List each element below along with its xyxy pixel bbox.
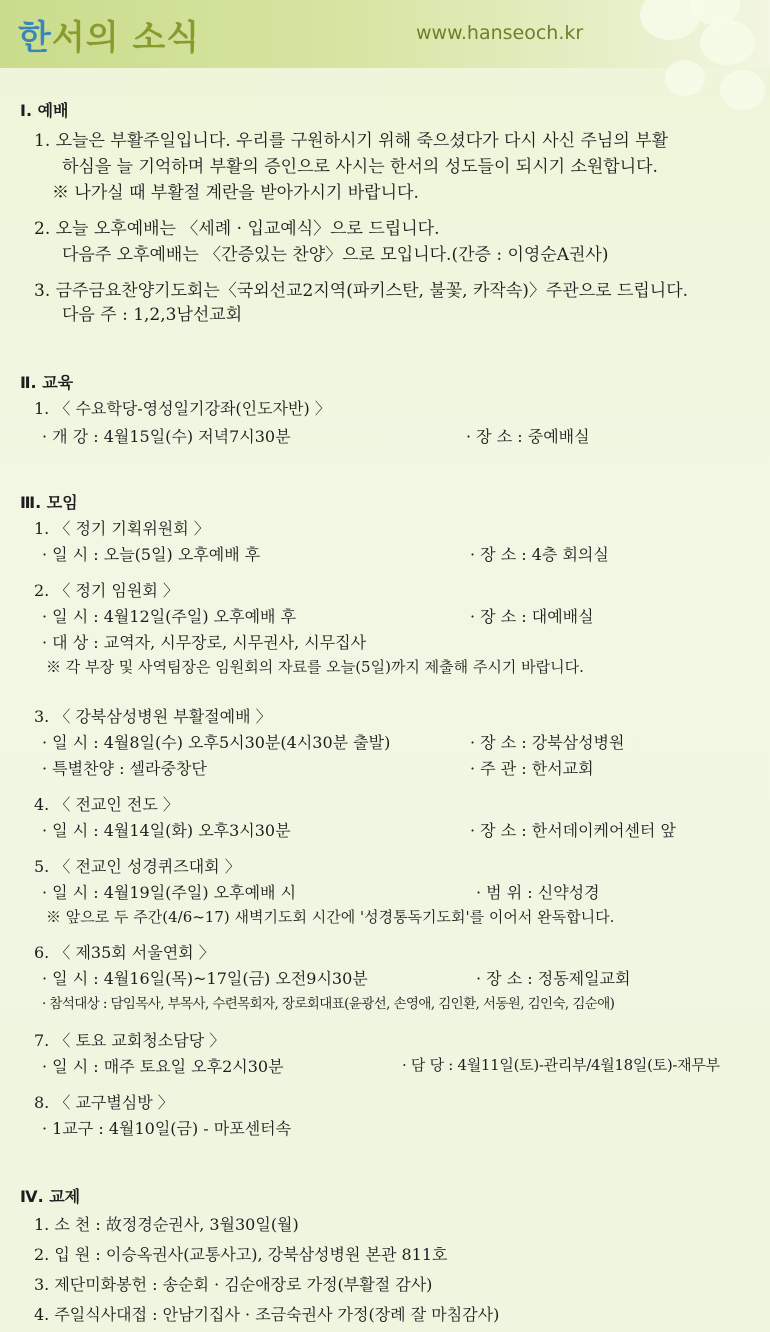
meeting-item-3-place: · 장 소 : 강북삼성병원 bbox=[470, 733, 625, 752]
meeting-item-3-choir: · 특별찬양 : 셀라중창단 bbox=[42, 759, 207, 778]
section-title-fellowship: Ⅳ. 교제 bbox=[20, 1187, 81, 1206]
meeting-item-6-attendees: · 참석대상 : 담임목사, 부목사, 수련목회자, 장로회대표(윤광선, 손영애, 김인환, 서동원, 김인숙, 김순애) bbox=[42, 996, 615, 1012]
education-item-1-schedule: · 개 강 : 4월15일(수) 저녁7시30분 bbox=[42, 427, 291, 446]
meeting-item-2-time: · 일 시 : 4월12일(주일) 오후예배 후 bbox=[42, 607, 297, 626]
meeting-item-6-time: · 일 시 : 4월16일(목)~17일(금) 오전9시30분 bbox=[42, 969, 368, 988]
meeting-item-5-scope: · 범 위 : 신약성경 bbox=[476, 883, 600, 902]
meeting-item-2: 2. 〈 정기 임원회 〉 bbox=[34, 581, 179, 600]
meeting-item-4-place: · 장 소 : 한서데이케어센터 앞 bbox=[470, 821, 676, 840]
education-item-1: 1. 〈 수요학당-영성일기강좌(인도자반) 〉 bbox=[34, 399, 331, 418]
worship-item-1-note: ※ 나가실 때 부활절 계란을 받아가시기 바랍니다. bbox=[52, 183, 419, 203]
section-title-education: Ⅱ. 교육 bbox=[20, 373, 74, 392]
worship-item-3-line1: 3. 금주금요찬양기도회는〈국외선교2지역(파키스탄, 불꽃, 카작속)〉주관으로 드립니다. bbox=[34, 281, 689, 301]
worship-item-1-line1: 1. 오늘은 부활주일입니다. 우리를 구원하시기 위해 죽으셨다가 다시 사신 주님의 부활 bbox=[34, 131, 669, 151]
worship-item-1-line2: 하심을 늘 기억하며 부활의 증인으로 사시는 한서의 성도들이 되시기 소원합니다. bbox=[62, 157, 658, 177]
meeting-item-7: 7. 〈 토요 교회청소담당 〉 bbox=[34, 1031, 226, 1050]
meeting-item-3-host: · 주 관 : 한서교회 bbox=[470, 759, 594, 778]
meeting-item-2-place: · 장 소 : 대예배실 bbox=[470, 607, 594, 626]
fellowship-item-4: 4. 주일식사대접 : 안남기집사 · 조금숙권사 가정(장례 잘 마침감사) bbox=[34, 1305, 500, 1324]
section-title-meetings: Ⅲ. 모임 bbox=[20, 493, 78, 512]
clover-leaf-decoration bbox=[700, 20, 755, 65]
section-title-worship: Ⅰ. 예배 bbox=[20, 101, 69, 120]
fellowship-item-1: 1. 소 천 : 故정경순권사, 3월30일(월) bbox=[34, 1215, 299, 1234]
meeting-item-5-note: ※ 앞으로 두 주간(4/6~17) 새벽기도회 시간에 '성경통독기도회'를 이어서 완독합니다. bbox=[46, 908, 615, 926]
newsletter-title: 한서의 소식 bbox=[18, 18, 201, 58]
meeting-item-4-time: · 일 시 : 4월14일(화) 오후3시30분 bbox=[42, 821, 291, 840]
meeting-item-7-assigned: · 담 당 : 4월11일(토)-관리부/4월18일(토)-재무부 bbox=[402, 1056, 720, 1074]
education-item-1-place: · 장 소 : 중예배실 bbox=[466, 427, 590, 446]
fellowship-item-2: 2. 입 원 : 이승옥권사(교통사고), 강북삼성병원 본관 811호 bbox=[34, 1245, 448, 1264]
meeting-item-6: 6. 〈 제35회 서울연회 〉 bbox=[34, 943, 215, 962]
meeting-item-2-note: ※ 각 부장 및 사역팀장은 임원회의 자료를 오늘(5일)까지 제출해 주시기 바랍니다. bbox=[46, 658, 584, 676]
website-url[interactable]: www.hanseoch.kr bbox=[416, 22, 584, 44]
meeting-item-8: 8. 〈 교구별심방 〉 bbox=[34, 1093, 174, 1112]
meeting-item-7-time: · 일 시 : 매주 토요일 오후2시30분 bbox=[42, 1057, 284, 1076]
meeting-item-1-place: · 장 소 : 4층 회의실 bbox=[470, 545, 609, 564]
worship-item-2-line2: 다음주 오후예배는 〈간증있는 찬양〉으로 모입니다.(간증 : 이영순A권사) bbox=[62, 245, 609, 265]
clover-leaf-decoration bbox=[720, 70, 765, 110]
meeting-item-4: 4. 〈 전교인 전도 〉 bbox=[34, 795, 179, 814]
meeting-item-8-visit: · 1교구 : 4월10일(금) - 마포센터속 bbox=[42, 1119, 292, 1138]
worship-item-2-line1: 2. 오늘 오후예배는 〈세례 · 입교예식〉으로 드립니다. bbox=[34, 219, 440, 239]
meeting-item-6-place: · 장 소 : 정동제일교회 bbox=[476, 969, 631, 988]
worship-item-3-line2: 다음 주 : 1,2,3남선교회 bbox=[62, 305, 243, 325]
clover-leaf-decoration bbox=[665, 60, 705, 96]
meeting-item-5-time: · 일 시 : 4월19일(주일) 오후예배 시 bbox=[42, 883, 297, 902]
header-banner bbox=[0, 0, 770, 68]
meeting-item-5: 5. 〈 전교인 성경퀴즈대회 〉 bbox=[34, 857, 241, 876]
fellowship-item-3: 3. 제단미화봉헌 : 송순회 · 김순애장로 가정(부활절 감사) bbox=[34, 1275, 433, 1294]
meeting-item-1-time: · 일 시 : 오늘(5일) 오후예배 후 bbox=[42, 545, 261, 564]
meeting-item-1: 1. 〈 정기 기획위원회 〉 bbox=[34, 519, 210, 538]
meeting-item-3-time: · 일 시 : 4월8일(수) 오후5시30분(4시30분 출발) bbox=[42, 733, 391, 752]
meeting-item-2-target: · 대 상 : 교역자, 시무장로, 시무권사, 시무집사 bbox=[42, 633, 367, 652]
meeting-item-3: 3. 〈 강북삼성병원 부활절예배 〉 bbox=[34, 707, 272, 726]
